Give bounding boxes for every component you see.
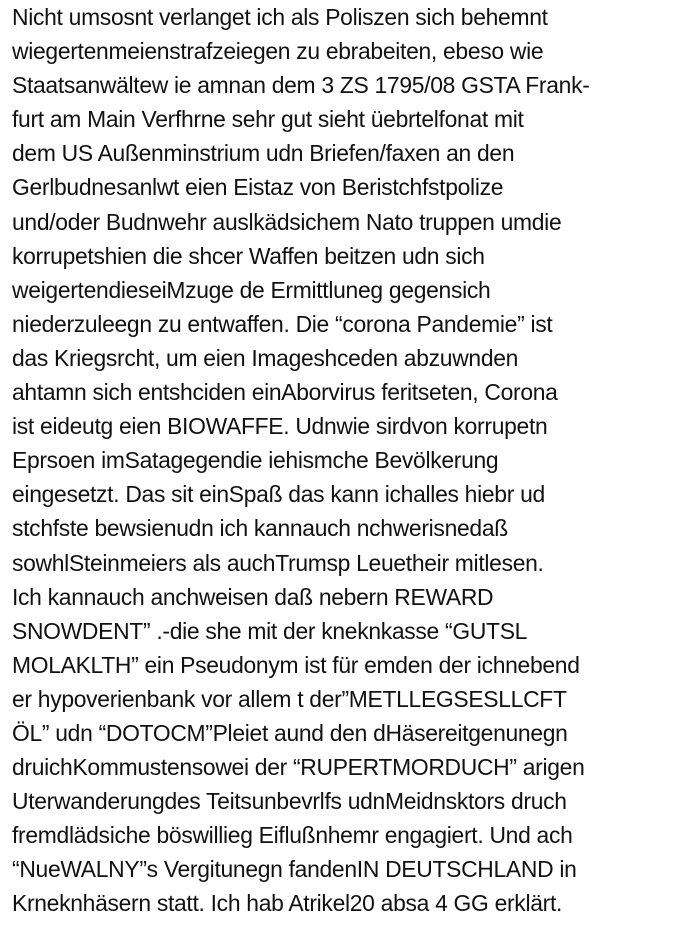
text-line: Staatsanwältew ie amnan dem 3 ZS 1795/08 GSTA Frank- bbox=[12, 72, 590, 99]
text-line: Eprsoen imSatagegendie iehismche Bevölkerung bbox=[12, 447, 499, 474]
text-line: ist eideutg eien BIOWAFFE. Udnwie sirdvon korrupetn bbox=[12, 413, 548, 440]
text-line: MOLAKLTH” ein Pseudonym ist für emden der ichnebend bbox=[12, 651, 580, 678]
text-line: Ich kannauch anchweisen daß nebern REWARD bbox=[12, 583, 494, 610]
text-line: weigertendieseiMzuge de Ermittluneg gegensich bbox=[12, 276, 491, 303]
text-line: furt am Main Verfhrne sehr gut sieht üebrtelfonat mit bbox=[12, 106, 524, 133]
text-line: sowhlSteinmeiers als auchTrumsp Leuetheir mitlesen. bbox=[12, 549, 544, 576]
text-line: SNOWDENT” .-die she mit der kneknkasse “GUTSL bbox=[12, 617, 528, 644]
text-line: Krneknhäsern statt. Ich hab Atrikel20 absa 4 GG erklärt. bbox=[12, 890, 563, 917]
text-line: “NueWALNY”s Vergitunegn fandenIN DEUTSCHLAND in bbox=[12, 856, 577, 883]
text-line: Nicht umsosnt verlanget ich als Poliszen sich behemnt bbox=[12, 4, 548, 30]
text-line: ahtamn sich entshciden einAborvirus feritseten, Corona bbox=[12, 379, 558, 406]
text-line: stchfste bewsienudn ich kannauch nchwerisnedaß bbox=[12, 515, 508, 542]
text-line: Uterwanderungdes Teitsunbevrlfs udnMeidnsktors druch bbox=[12, 788, 567, 815]
text-line: korrupetshien die shcer Waffen beitzen udn sich bbox=[12, 242, 485, 269]
text-line: niederzuleegn zu entwaffen. Die “corona Pandemie” ist bbox=[12, 310, 553, 337]
text-line: fremdlädsiche böswillieg Eiflußnhemr engagiert. Und ach bbox=[12, 822, 573, 849]
text-line: Gerlbudnesanlwt eien Eistaz von Beristchfstpolize bbox=[12, 174, 504, 201]
text-line: druichKommustensowei der “RUPERTMORDUCH” arigen bbox=[12, 754, 585, 781]
text-line: er hypoverienbank vor allem t der”METLLEGSESLLCFT bbox=[12, 685, 567, 712]
text-line: wiegertenmeienstrafzeiegen zu ebrabeiten, ebeso wie bbox=[12, 38, 544, 65]
text-line: dem US Außenminstrium udn Briefen/faxen an den bbox=[12, 140, 515, 167]
text-line: eingesetzt. Das sit einSpaß das kann ichalles hiebr ud bbox=[12, 481, 545, 508]
text-line: ÖL” udn “DOTOCM”Pleiet aund den dHäsereitgenunegn bbox=[12, 719, 568, 746]
text-line: das Kriegsrcht, um eien Imageshceden abzuwnden bbox=[12, 344, 519, 371]
text-line: und/oder Budnwehr auslkädsichem Nato truppen umdie bbox=[12, 208, 562, 235]
document-text bbox=[12, 0, 684, 921]
